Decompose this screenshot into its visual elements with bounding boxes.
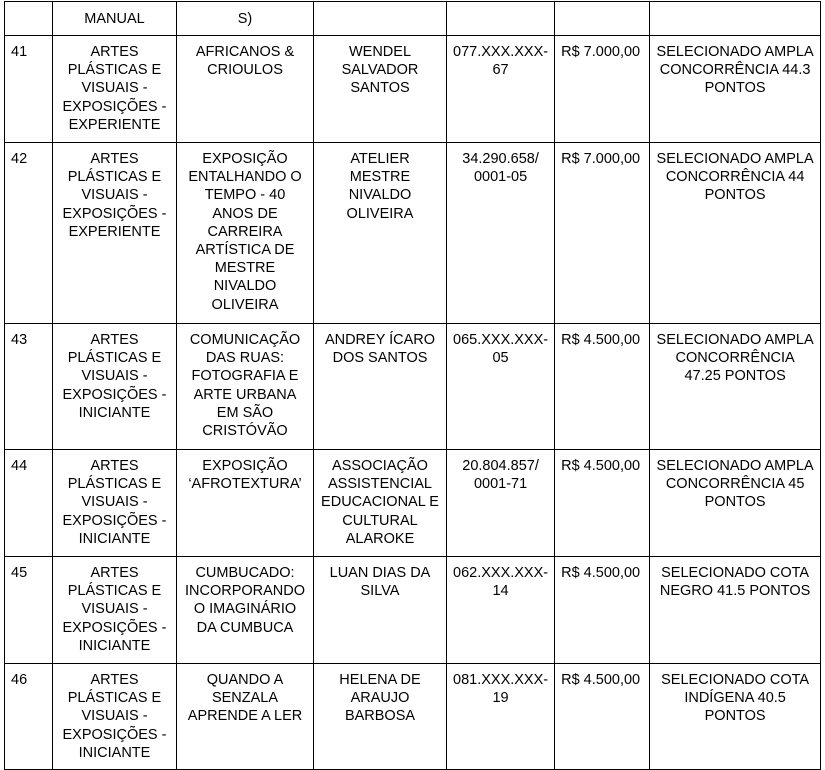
header-name-cell [314, 2, 447, 36]
row-num: 45 [5, 557, 53, 664]
row-result: SELECIONADO COTA NEGRO 41.5 PONTOS [650, 557, 821, 664]
row-num: 41 [5, 36, 53, 143]
row-name: ANDREY ÍCARO DOS SANTOS [314, 324, 447, 450]
row-name: ATELIER MESTRE NIVALDO OLIVEIRA [314, 143, 447, 324]
header-num-cell [5, 2, 53, 36]
header-category-cell: MANUAL [53, 2, 177, 36]
row-category: ARTES PLÁSTICAS E VISUAIS - EXPOSIÇÕES - INICIANTE [53, 664, 177, 770]
row-project: COMUNICAÇÃO DAS RUAS: FOTOGRAFIA E ARTE URBANA EM SÃO CRISTÓVÃO [177, 324, 314, 450]
row-project: QUANDO A SENZALA APRENDE A LER [177, 664, 314, 770]
table-row [5, 664, 821, 770]
header-project-cell: S) [177, 2, 314, 36]
row-document: 062.XXX.XXX-14 [447, 557, 555, 664]
row-num: 44 [5, 450, 53, 557]
row-category: ARTES PLÁSTICAS E VISUAIS - EXPOSIÇÕES - EXPERIENTE [53, 143, 177, 324]
row-value: R$ 4.500,00 [555, 324, 650, 450]
row-document: 077.XXX.XXX-67 [447, 36, 555, 143]
row-value: R$ 4.500,00 [555, 450, 650, 557]
row-project: EXPOSIÇÃO ENTALHANDO O TEMPO - 40 ANOS DE CARREIRA ARTÍSTICA DE MESTRE NIVALDO OLIVEIRA [177, 143, 314, 324]
table-row [5, 143, 821, 324]
row-result: SELECIONADO AMPLA CONCORRÊNCIA 44.3 PONTOS [650, 36, 821, 143]
header-result-cell [650, 2, 821, 36]
header-document-cell [447, 2, 555, 36]
table-row [5, 450, 821, 557]
row-result: SELECIONADO AMPLA CONCORRÊNCIA 47.25 PONTOS [650, 324, 821, 450]
row-value: R$ 4.500,00 [555, 664, 650, 770]
table-row [5, 36, 821, 143]
row-result: SELECIONADO AMPLA CONCORRÊNCIA 44 PONTOS [650, 143, 821, 324]
row-value: R$ 7.000,00 [555, 143, 650, 324]
row-document: 065.XXX.XXX-05 [447, 324, 555, 450]
row-value: R$ 4.500,00 [555, 557, 650, 664]
row-name: LUAN DIAS DA SILVA [314, 557, 447, 664]
table-row [5, 557, 821, 664]
header-value-cell [555, 2, 650, 36]
row-num: 42 [5, 143, 53, 324]
row-project: EXPOSIÇÃO ‘AFROTEXTURA’ [177, 450, 314, 557]
row-value: R$ 7.000,00 [555, 36, 650, 143]
row-name: WENDEL SALVADOR SANTOS [314, 36, 447, 143]
row-result: SELECIONADO AMPLA CONCORRÊNCIA 45 PONTOS [650, 450, 821, 557]
row-result: SELECIONADO COTA INDÍGENA 40.5 PONTOS [650, 664, 821, 770]
row-category: ARTES PLÁSTICAS E VISUAIS - EXPOSIÇÕES - INICIANTE [53, 450, 177, 557]
row-document: 20.804.857/ 0001-71 [447, 450, 555, 557]
row-category: ARTES PLÁSTICAS E VISUAIS - EXPOSIÇÕES - INICIANTE [53, 557, 177, 664]
results-table [4, 1, 821, 770]
row-num: 43 [5, 324, 53, 450]
row-category: ARTES PLÁSTICAS E VISUAIS - EXPOSIÇÕES - INICIANTE [53, 324, 177, 450]
table-row [5, 324, 821, 450]
row-num: 46 [5, 664, 53, 770]
row-document: 081.XXX.XXX-19 [447, 664, 555, 770]
row-name: HELENA DE ARAUJO BARBOSA [314, 664, 447, 770]
row-category: ARTES PLÁSTICAS E VISUAIS - EXPOSIÇÕES - EXPERIENTE [53, 36, 177, 143]
table-header-row [5, 2, 821, 36]
row-project: CUMBUCADO: INCORPORANDO O IMAGINÁRIO DA CUMBUCA [177, 557, 314, 664]
row-document: 34.290.658/ 0001-05 [447, 143, 555, 324]
row-name: ASSOCIAÇÃO ASSISTENCIAL EDUCACIONAL E CULTURAL ALAROKE [314, 450, 447, 557]
row-project: AFRICANOS & CRIOULOS [177, 36, 314, 143]
